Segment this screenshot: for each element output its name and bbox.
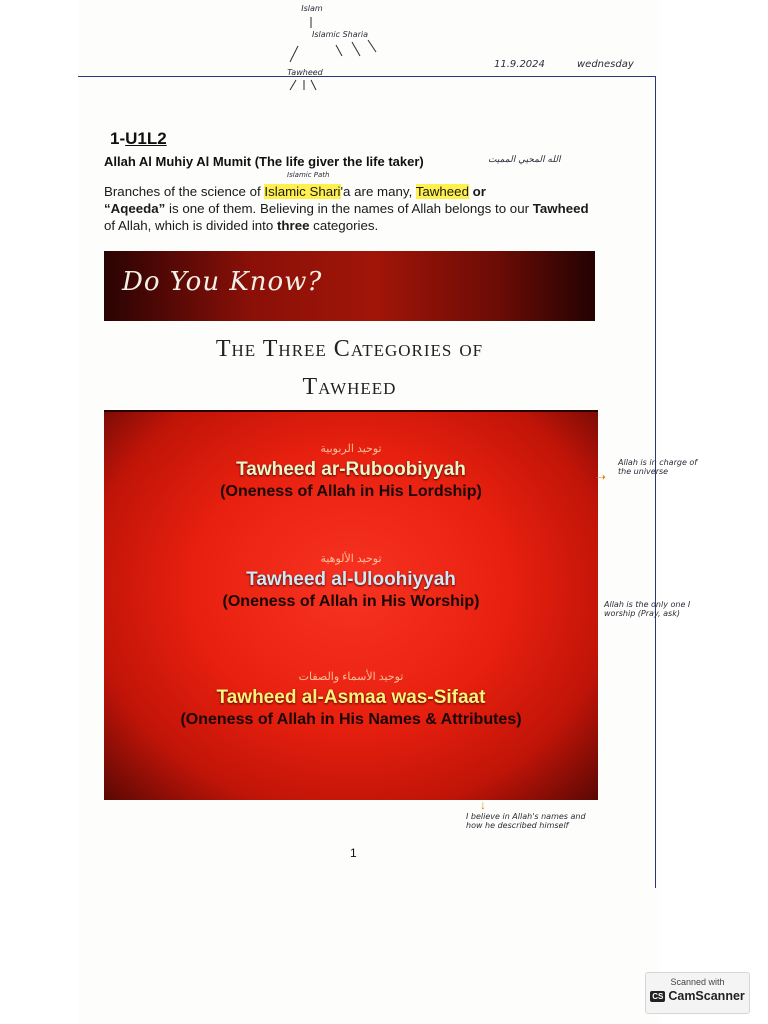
scanner-caption: Scanned with bbox=[670, 977, 725, 987]
handwritten-note-uloohiyyah: Allah is the only one I worship (Pray, ask) bbox=[604, 600, 691, 619]
lesson-subtitle: Allah Al Muhiy Al Mumit (The life giver the life taker) bbox=[104, 154, 424, 169]
category-name: Tawheed al-Asmaa was-Sifaat bbox=[216, 687, 486, 708]
handwritten-branch-mid: Islamic Sharia bbox=[311, 30, 369, 39]
handwritten-branch-bottom: Tawheed bbox=[287, 68, 323, 77]
category-name: Tawheed al-Uloohiyyah bbox=[246, 569, 456, 590]
category-arabic: توحيد الربوبية bbox=[320, 443, 382, 455]
page-number: 1 bbox=[350, 846, 357, 860]
heading-line-1: The Three Categories of bbox=[215, 336, 484, 362]
handwritten-tree-lines bbox=[0, 0, 768, 120]
camscanner-logo-icon: CS bbox=[652, 992, 664, 1002]
intro-paragraph: Branches of the science of Islamic Shari'a are many, Tawheed or “Aqeeda” is one of them. Believing in the names of Allah belongs to our Tawheed of Allah, which is divided into three categories. bbox=[104, 184, 589, 233]
category-item-asmaa-was-sifaat bbox=[104, 670, 598, 730]
banner-title: Do You Know? bbox=[122, 267, 323, 297]
category-item-ruboobiyyah bbox=[104, 442, 598, 502]
handwritten-note-ruboobiyyah: Allah is in charge of the universe bbox=[618, 458, 698, 477]
handwritten-above-highlight: Islamic Path bbox=[287, 171, 330, 179]
lesson-code: 1-U1L2 bbox=[110, 129, 167, 148]
categories-panel bbox=[104, 410, 598, 800]
handwritten-arabic-note: الله المحيي المميت bbox=[488, 155, 561, 165]
do-you-know-banner bbox=[104, 251, 595, 321]
handwritten-branch-top: Islam bbox=[301, 4, 323, 13]
heading-line-2: Tawheed bbox=[302, 374, 397, 400]
handwritten-note-asmaa: I believe in Allah's names and how he described himself bbox=[466, 812, 586, 831]
category-arabic: توحيد الأسماء والصفات bbox=[298, 671, 404, 683]
category-name: Tawheed ar-Ruboobiyyah bbox=[236, 459, 466, 480]
arrow-icon: ➝ bbox=[596, 470, 607, 484]
arrow-icon: ↓ bbox=[480, 798, 486, 812]
category-arabic: توحيد الألوهية bbox=[320, 553, 382, 565]
handwritten-weekday: wednesday bbox=[577, 59, 634, 70]
category-item-uloohiyyah bbox=[104, 552, 598, 612]
category-meaning: (Oneness of Allah in His Names & Attributes) bbox=[180, 711, 522, 728]
category-meaning: (Oneness of Allah in His Worship) bbox=[222, 593, 480, 610]
category-meaning: (Oneness of Allah in His Lordship) bbox=[220, 483, 482, 500]
highlight-tawheed: Tawheed bbox=[415, 184, 469, 199]
scanner-brand: CS CamScanner bbox=[652, 989, 745, 1003]
categories-heading bbox=[104, 330, 595, 406]
camscanner-badge bbox=[645, 972, 750, 1014]
handwritten-date: 11.9.2024 bbox=[494, 59, 545, 70]
highlight-islamic-sharia: Islamic Shari bbox=[264, 184, 341, 199]
